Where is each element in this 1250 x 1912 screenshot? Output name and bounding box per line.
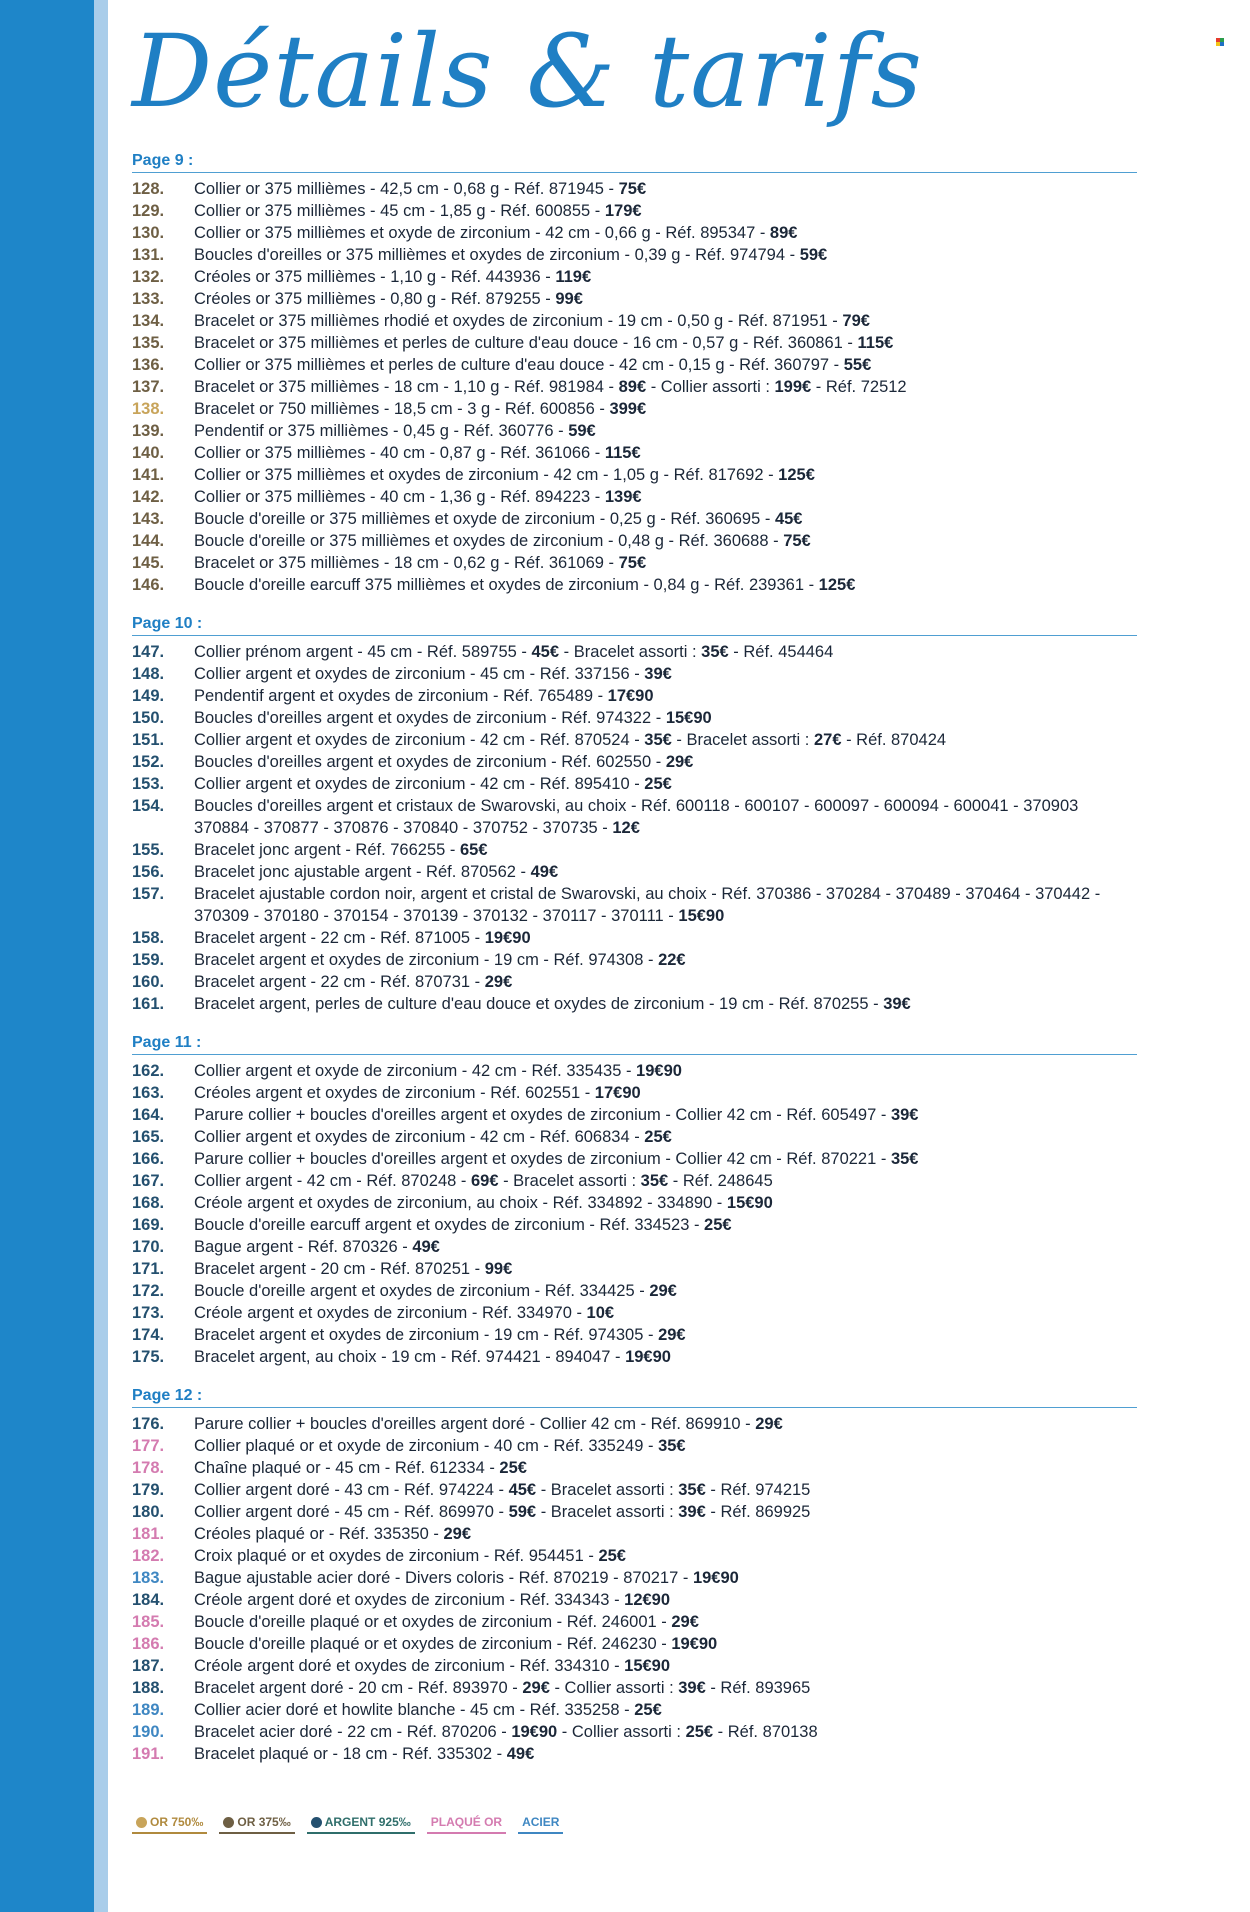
item-price: 39€ <box>644 665 672 683</box>
item-price: 17€90 <box>607 687 654 705</box>
item-number: 171. <box>132 1260 165 1278</box>
list-item <box>132 993 1137 1015</box>
list-item <box>132 685 1137 707</box>
item-price: 25€ <box>598 1547 626 1565</box>
item-description: Créole argent et oxydes de zirconium - Réf. 334970 - 10€ <box>194 1304 615 1322</box>
item-number: 144. <box>132 532 165 550</box>
item-price: 19€90 <box>636 1062 682 1080</box>
item-description: Collier plaqué or et oxyde de zirconium - 40 cm - Réf. 335249 - 35€ <box>194 1437 686 1455</box>
item-number: 181. <box>132 1525 165 1543</box>
item-description: Collier or 375 millièmes et oxydes de zirconium - 42 cm - 1,05 g - Réf. 817692 - 125€ <box>194 466 815 484</box>
section-heading: Page 10 : <box>132 614 1137 636</box>
item-price: 75€ <box>618 180 647 198</box>
list-item <box>132 1104 1137 1126</box>
list-item <box>132 707 1137 729</box>
item-price: 49€ <box>530 863 559 881</box>
item-number: 185. <box>132 1613 165 1631</box>
item-price: 125€ <box>778 466 815 484</box>
item-description: Collier acier doré et howlite blanche - 45 cm - Réf. 335258 - 25€ <box>194 1701 662 1719</box>
list-item <box>132 729 1137 751</box>
list-item <box>132 1743 1137 1765</box>
item-number: 166. <box>132 1150 165 1168</box>
item-price: 35€ <box>658 1437 686 1455</box>
item-price: 29€ <box>755 1415 783 1433</box>
item-description: Collier argent et oxydes de zirconium - 45 cm - Réf. 337156 - 39€ <box>194 665 672 683</box>
item-price: 12€90 <box>624 1591 671 1609</box>
item-description: Bracelet or 375 millièmes - 18 cm - 1,10 g - Réf. 981984 - 89€ - Collier assorti : 199€ - Réf. 72512 <box>194 378 907 396</box>
item-number: 135. <box>132 334 165 352</box>
item-number: 176. <box>132 1415 165 1433</box>
legend-argent <box>307 1812 415 1834</box>
item-description: Bracelet argent doré - 20 cm - Réf. 893970 - 29€ - Collier assorti : 39€ - Réf. 893965 <box>194 1679 811 1697</box>
item-number: 177. <box>132 1437 165 1455</box>
list-item <box>132 1699 1137 1721</box>
list-item <box>132 971 1137 993</box>
list-item <box>132 1567 1137 1589</box>
list-item <box>132 1170 1137 1192</box>
list-item <box>132 1457 1137 1479</box>
legend-label: ACIER <box>522 1815 560 1829</box>
item-number: 128. <box>132 180 165 198</box>
item-number: 182. <box>132 1547 165 1565</box>
item-description: Bracelet or 375 millièmes et perles de culture d'eau douce - 16 cm - 0,57 g - Réf. 360861 - 115€ <box>194 334 894 352</box>
item-number: 147. <box>132 643 165 661</box>
item-price: 19€90 <box>671 1635 718 1653</box>
item-price: 35€ <box>644 731 672 749</box>
item-description: Créoles or 375 millièmes - 0,80 g - Réf. 879255 - 99€ <box>194 290 583 308</box>
section-page <box>132 1386 1137 1765</box>
item-price: 22€ <box>658 951 686 969</box>
list-item <box>132 200 1137 222</box>
item-price: 119€ <box>555 268 592 286</box>
section-heading: Page 12 : <box>132 1386 1137 1408</box>
item-description: Créole argent doré et oxydes de zirconium - Réf. 334343 - 12€90 <box>194 1591 671 1609</box>
section-page <box>132 151 1137 596</box>
list-item <box>132 1611 1137 1633</box>
item-description: Parure collier + boucles d'oreilles argent et oxydes de zirconium - Collier 42 cm - Réf. 605497 - 39€ <box>194 1106 919 1124</box>
item-price-secondary: 27€ <box>813 731 842 749</box>
item-description: Collier argent et oxydes de zirconium - 42 cm - Réf. 870524 - 35€ - Bracelet assorti : 27€ - Réf. 870424 <box>194 731 947 749</box>
list-item <box>132 1082 1137 1104</box>
item-description: Pendentif argent et oxydes de zirconium - Réf. 765489 - 17€90 <box>194 687 654 705</box>
item-price: 25€ <box>644 1128 672 1146</box>
legend-plaque <box>427 1812 506 1834</box>
item-price: 19€90 <box>484 929 531 947</box>
section-page <box>132 1033 1137 1368</box>
list-item <box>132 795 1137 839</box>
item-price: 15€90 <box>678 907 725 925</box>
item-price: 35€ <box>890 1150 919 1168</box>
item-number: 129. <box>132 202 165 220</box>
item-price: 69€ <box>470 1172 499 1190</box>
item-number: 173. <box>132 1304 165 1322</box>
item-price: 59€ <box>799 246 828 264</box>
item-price: 25€ <box>499 1459 527 1477</box>
item-description: Chaîne plaqué or - 45 cm - Réf. 612334 - 25€ <box>194 1459 527 1477</box>
item-price: 75€ <box>618 554 647 572</box>
item-description: Collier or 375 millièmes - 40 cm - 1,36 g - Réf. 894223 - 139€ <box>194 488 642 506</box>
item-number: 186. <box>132 1635 165 1653</box>
list-item <box>132 1589 1137 1611</box>
item-number: 136. <box>132 356 165 374</box>
list-item <box>132 178 1137 200</box>
item-price: 45€ <box>774 510 803 528</box>
list-item <box>132 1413 1137 1435</box>
list-item <box>132 464 1137 486</box>
item-number: 140. <box>132 444 165 462</box>
list-item <box>132 222 1137 244</box>
item-description: Pendentif or 375 millièmes - 0,45 g - Réf. 360776 - 59€ <box>194 422 596 440</box>
legend-label: ARGENT 925‰ <box>324 1815 411 1829</box>
item-number: 145. <box>132 554 165 572</box>
item-description: Bague argent - Réf. 870326 - 49€ <box>194 1238 440 1256</box>
item-price: 49€ <box>506 1745 535 1763</box>
item-description: Collier argent et oxydes de zirconium - 42 cm - Réf. 606834 - 25€ <box>194 1128 672 1146</box>
list-item <box>132 1060 1137 1082</box>
item-number: 143. <box>132 510 165 528</box>
list-item <box>132 376 1137 398</box>
shield-icon <box>311 1817 322 1828</box>
item-description: Bracelet plaqué or - 18 cm - Réf. 335302 - 49€ <box>194 1745 535 1763</box>
item-description: Collier or 375 millièmes et oxyde de zirconium - 42 cm - 0,66 g - Réf. 895347 - 89€ <box>194 224 798 242</box>
item-number: 152. <box>132 753 165 771</box>
item-description: Boucle d'oreille earcuff argent et oxydes de zirconium - Réf. 334523 - 25€ <box>194 1216 732 1234</box>
item-description: Bracelet argent, au choix - 19 cm - Réf. 974421 - 894047 - 19€90 <box>194 1348 671 1366</box>
item-description: Bracelet argent et oxydes de zirconium - 19 cm - Réf. 974308 - 22€ <box>194 951 686 969</box>
item-number: 172. <box>132 1282 165 1300</box>
item-price: 29€ <box>522 1679 550 1697</box>
item-number: 151. <box>132 731 165 749</box>
item-price: 99€ <box>484 1260 513 1278</box>
item-number: 174. <box>132 1326 165 1344</box>
legend-label: OR 750‰ <box>150 1815 204 1829</box>
item-price: 89€ <box>769 224 798 242</box>
list-item <box>132 949 1137 971</box>
item-number: 191. <box>132 1745 165 1763</box>
item-description: Boucle d'oreille argent et oxydes de zirconium - Réf. 334425 - 29€ <box>194 1282 677 1300</box>
item-description: Créole argent doré et oxydes de zirconium - Réf. 334310 - 15€90 <box>194 1657 671 1675</box>
item-number: 150. <box>132 709 165 727</box>
page-title: Détails & tarifs <box>132 13 923 130</box>
item-description: Parure collier + boucles d'oreilles argent et oxydes de zirconium - Collier 42 cm - Réf. 870221 - 35€ <box>194 1150 919 1168</box>
list-item <box>132 861 1137 883</box>
item-number: 158. <box>132 929 165 947</box>
item-number: 184. <box>132 1591 165 1609</box>
list-item <box>132 1545 1137 1567</box>
legend-or375 <box>219 1812 294 1834</box>
list-item <box>132 883 1137 927</box>
item-price: 12€ <box>612 819 640 837</box>
item-number: 164. <box>132 1106 165 1124</box>
item-price: 79€ <box>842 312 870 330</box>
section-page <box>132 614 1137 1015</box>
item-number: 146. <box>132 576 165 594</box>
item-price: 75€ <box>783 532 811 550</box>
item-price: 99€ <box>555 290 583 308</box>
item-description: Boucle d'oreille plaqué or et oxydes de zirconium - Réf. 246001 - 29€ <box>194 1613 699 1631</box>
item-description: Créoles or 375 millièmes - 1,10 g - Réf. 443936 - 119€ <box>194 268 592 286</box>
item-number: 188. <box>132 1679 165 1697</box>
legend-label: PLAQUÉ OR <box>430 1815 503 1829</box>
list-item <box>132 420 1137 442</box>
legend-label: OR 375‰ <box>237 1815 291 1829</box>
item-number: 187. <box>132 1657 165 1675</box>
item-price: 115€ <box>604 444 641 462</box>
item-price: 25€ <box>644 775 672 793</box>
item-description: Collier argent doré - 45 cm - Réf. 869970 - 59€ - Bracelet assorti : 39€ - Réf. 869925 <box>194 1503 811 1521</box>
item-price: 39€ <box>890 1106 919 1124</box>
item-number: 154. <box>132 797 165 815</box>
list-item <box>132 1721 1137 1743</box>
item-description: Bracelet or 375 millièmes rhodié et oxydes de zirconium - 19 cm - 0,50 g - Réf. 871951 - 79€ <box>194 312 870 330</box>
item-description: Créoles argent et oxydes de zirconium - Réf. 602551 - 17€90 <box>194 1084 641 1102</box>
item-description: Bracelet argent - 22 cm - Réf. 870731 - 29€ <box>194 973 513 991</box>
coin-icon <box>136 1817 147 1828</box>
item-number: 137. <box>132 378 165 396</box>
item-price: 115€ <box>857 334 894 352</box>
item-price: 125€ <box>818 576 856 594</box>
corner-color-mark <box>1216 38 1225 47</box>
item-price: 59€ <box>568 422 596 440</box>
list-item <box>132 354 1137 376</box>
list-item <box>132 1523 1137 1545</box>
item-description: Bague ajustable acier doré - Divers coloris - Réf. 870219 - 870217 - 19€90 <box>194 1569 739 1587</box>
item-number: 141. <box>132 466 165 484</box>
list-item <box>132 1501 1137 1523</box>
item-description: Croix plaqué or et oxydes de zirconium - Réf. 954451 - 25€ <box>194 1547 626 1565</box>
list-item <box>132 1346 1137 1368</box>
item-description: Collier argent et oxyde de zirconium - 42 cm - Réf. 335435 - 19€90 <box>194 1062 682 1080</box>
item-price: 29€ <box>671 1613 699 1631</box>
item-number: 138. <box>132 400 165 418</box>
item-description: Collier or 375 millièmes - 40 cm - 0,87 g - Réf. 361066 - 115€ <box>194 444 641 462</box>
item-number: 134. <box>132 312 165 330</box>
item-number: 180. <box>132 1503 165 1521</box>
item-price: 19€90 <box>511 1723 558 1741</box>
item-price: 29€ <box>649 1282 677 1300</box>
item-number: 183. <box>132 1569 165 1587</box>
coin-icon <box>223 1817 234 1828</box>
list-item <box>132 1280 1137 1302</box>
item-description: Boucles d'oreilles argent et cristaux de Swarovski, au choix - Réf. 600118 - 600107 - 600097 - 600094 - 600041 - 370903 370884 - 370877 - 370876 - 370840 - 370752 - 370735 - 12€ <box>194 797 1079 837</box>
item-description: Collier argent doré - 43 cm - Réf. 974224 - 45€ - Bracelet assorti : 35€ - Réf. 974215 <box>194 1481 811 1499</box>
item-description: Collier or 375 millièmes - 45 cm - 1,85 g - Réf. 600855 - 179€ <box>194 202 642 220</box>
item-price: 179€ <box>604 202 642 220</box>
list-item <box>132 244 1137 266</box>
item-description: Bracelet jonc argent - Réf. 766255 - 65€ <box>194 841 488 859</box>
item-price: 15€90 <box>665 709 712 727</box>
list-item <box>132 1677 1137 1699</box>
list-item <box>132 442 1137 464</box>
item-number: 157. <box>132 885 165 903</box>
item-price: 19€90 <box>692 1569 739 1587</box>
item-number: 155. <box>132 841 165 859</box>
item-price-secondary: 39€ <box>678 1503 706 1521</box>
item-number: 142. <box>132 488 165 506</box>
item-price: 45€ <box>531 643 560 661</box>
item-number: 170. <box>132 1238 165 1256</box>
item-price: 139€ <box>604 488 642 506</box>
list-item <box>132 1258 1137 1280</box>
item-number: 169. <box>132 1216 165 1234</box>
item-number: 160. <box>132 973 165 991</box>
item-number: 190. <box>132 1723 165 1741</box>
item-number: 189. <box>132 1701 165 1719</box>
item-description: Collier argent - 42 cm - Réf. 870248 - 69€ - Bracelet assorti : 35€ - Réf. 248645 <box>194 1172 773 1190</box>
list-item <box>132 663 1137 685</box>
item-number: 165. <box>132 1128 165 1146</box>
item-number: 167. <box>132 1172 165 1190</box>
item-description: Collier or 375 millièmes et perles de culture d'eau douce - 42 cm - 0,15 g - Réf. 360797 - 55€ <box>194 356 872 374</box>
list-item <box>132 508 1137 530</box>
item-number: 162. <box>132 1062 165 1080</box>
list-item <box>132 1435 1137 1457</box>
item-price: 39€ <box>883 995 911 1013</box>
item-price-secondary: 39€ <box>678 1679 706 1697</box>
list-item <box>132 332 1137 354</box>
item-description: Boucles d'oreilles argent et oxydes de zirconium - Réf. 602550 - 29€ <box>194 753 694 771</box>
item-description: Bracelet argent - 22 cm - Réf. 871005 - 19€90 <box>194 929 531 947</box>
list-item <box>132 574 1137 596</box>
item-description: Bracelet or 750 millièmes - 18,5 cm - 3 g - Réf. 600856 - 399€ <box>194 400 647 418</box>
left-light-band <box>94 0 108 1912</box>
list-item <box>132 398 1137 420</box>
item-number: 168. <box>132 1194 165 1212</box>
list-item <box>132 641 1137 663</box>
item-number: 131. <box>132 246 165 264</box>
item-price: 399€ <box>609 400 647 418</box>
list-item <box>132 1655 1137 1677</box>
item-number: 133. <box>132 290 165 308</box>
item-description: Bracelet acier doré - 22 cm - Réf. 870206 - 19€90 - Collier assorti : 25€ - Réf. 870138 <box>194 1723 818 1741</box>
item-description: Boucle d'oreille or 375 millièmes et oxyde de zirconium - 0,25 g - Réf. 360695 - 45€ <box>194 510 803 528</box>
item-description: Créoles plaqué or - Réf. 335350 - 29€ <box>194 1525 472 1543</box>
list-item <box>132 1192 1137 1214</box>
item-description: Boucles d'oreilles or 375 millièmes et oxydes de zirconium - 0,39 g - Réf. 974794 - 59€ <box>194 246 828 264</box>
item-price: 17€90 <box>594 1084 641 1102</box>
item-price: 55€ <box>843 356 872 374</box>
list-item <box>132 839 1137 861</box>
item-price: 29€ <box>484 973 513 991</box>
item-price: 19€90 <box>625 1348 671 1366</box>
item-description: Créole argent et oxydes de zirconium, au choix - Réf. 334892 - 334890 - 15€90 <box>194 1194 773 1212</box>
item-price: 45€ <box>508 1481 537 1499</box>
item-description: Boucles d'oreilles argent et oxydes de zirconium - Réf. 974322 - 15€90 <box>194 709 712 727</box>
item-number: 156. <box>132 863 165 881</box>
item-price: 29€ <box>665 753 694 771</box>
item-price: 25€ <box>704 1216 732 1234</box>
item-price-secondary: 199€ <box>774 378 812 396</box>
left-blue-band <box>0 0 94 1912</box>
item-number: 149. <box>132 687 165 705</box>
item-description: Boucle d'oreille or 375 millièmes et oxydes de zirconium - 0,48 g - Réf. 360688 - 75€ <box>194 532 811 550</box>
item-number: 139. <box>132 422 165 440</box>
item-price: 10€ <box>586 1304 615 1322</box>
item-number: 159. <box>132 951 165 969</box>
item-number: 153. <box>132 775 165 793</box>
item-description: Boucle d'oreille plaqué or et oxydes de zirconium - Réf. 246230 - 19€90 <box>194 1635 718 1653</box>
list-item <box>132 1324 1137 1346</box>
item-description: Boucle d'oreille earcuff 375 millièmes et oxydes de zirconium - 0,84 g - Réf. 239361 - 125€ <box>194 576 856 594</box>
item-number: 161. <box>132 995 165 1013</box>
list-item <box>132 1148 1137 1170</box>
list-item <box>132 530 1137 552</box>
list-item <box>132 266 1137 288</box>
item-description: Bracelet argent, perles de culture d'eau douce et oxydes de zirconium - 19 cm - Réf. 870255 - 39€ <box>194 995 911 1013</box>
item-description: Bracelet argent - 20 cm - Réf. 870251 - 99€ <box>194 1260 513 1278</box>
item-description: Bracelet ajustable cordon noir, argent et cristal de Swarovski, au choix - Réf. 370386 - 370284 - 370489 - 370464 - 370442 - 370309 - 370180 - 370154 - 370139 - 370132 - 370117 - 370111 - 15€90 <box>194 885 1101 925</box>
item-price: 25€ <box>634 1701 662 1719</box>
list-item <box>132 310 1137 332</box>
item-description: Parure collier + boucles d'oreilles argent doré - Collier 42 cm - Réf. 869910 - 29€ <box>194 1415 783 1433</box>
item-price: 59€ <box>508 1503 537 1521</box>
list-item <box>132 288 1137 310</box>
list-item <box>132 552 1137 574</box>
item-number: 163. <box>132 1084 165 1102</box>
list-item <box>132 1236 1137 1258</box>
item-price: 29€ <box>443 1525 472 1543</box>
item-price-secondary: 35€ <box>701 643 729 661</box>
item-price: 15€90 <box>624 1657 671 1675</box>
item-description: Collier or 375 millièmes - 42,5 cm - 0,68 g - Réf. 871945 - 75€ <box>194 180 647 198</box>
price-list <box>132 151 1137 1783</box>
list-item <box>132 1126 1137 1148</box>
list-item <box>132 486 1137 508</box>
item-price: 89€ <box>618 378 647 396</box>
item-description: Collier argent et oxydes de zirconium - 42 cm - Réf. 895410 - 25€ <box>194 775 672 793</box>
item-description: Bracelet jonc ajustable argent - Réf. 870562 - 49€ <box>194 863 559 881</box>
list-item <box>132 773 1137 795</box>
item-description: Bracelet argent et oxydes de zirconium - 19 cm - Réf. 974305 - 29€ <box>194 1326 686 1344</box>
section-heading: Page 11 : <box>132 1033 1137 1055</box>
list-item <box>132 927 1137 949</box>
item-price: 15€90 <box>726 1194 773 1212</box>
list-item <box>132 751 1137 773</box>
item-price: 49€ <box>412 1238 440 1256</box>
item-number: 175. <box>132 1348 165 1366</box>
item-description: Collier prénom argent - 45 cm - Réf. 589755 - 45€ - Bracelet assorti : 35€ - Réf. 454464 <box>194 643 834 661</box>
material-legend <box>132 1812 563 1834</box>
list-item <box>132 1479 1137 1501</box>
item-price-secondary: 35€ <box>678 1481 706 1499</box>
item-price-secondary: 35€ <box>640 1172 669 1190</box>
item-number: 179. <box>132 1481 165 1499</box>
item-number: 148. <box>132 665 165 683</box>
item-number: 132. <box>132 268 165 286</box>
item-number: 178. <box>132 1459 165 1477</box>
legend-acier <box>518 1812 563 1834</box>
section-heading: Page 9 : <box>132 151 1137 173</box>
item-number: 130. <box>132 224 165 242</box>
list-item <box>132 1302 1137 1324</box>
list-item <box>132 1633 1137 1655</box>
list-item <box>132 1214 1137 1236</box>
item-price: 65€ <box>459 841 488 859</box>
item-price: 29€ <box>658 1326 686 1344</box>
legend-or750 <box>132 1812 207 1834</box>
item-description: Bracelet or 375 millièmes - 18 cm - 0,62 g - Réf. 361069 - 75€ <box>194 554 647 572</box>
item-price-secondary: 25€ <box>685 1723 714 1741</box>
